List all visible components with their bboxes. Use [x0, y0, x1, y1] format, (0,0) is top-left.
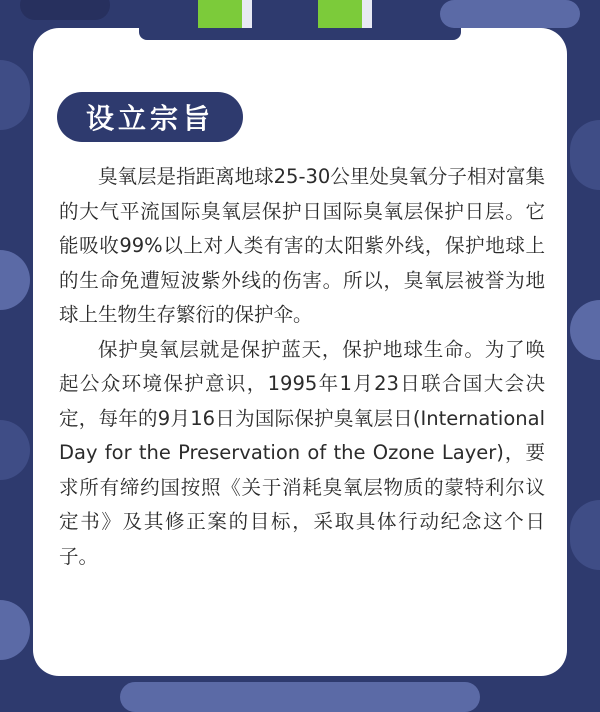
body-text — [59, 160, 545, 574]
heading-badge — [57, 92, 243, 142]
bg-pill-right-2 — [570, 120, 600, 190]
card-top-bar — [139, 28, 461, 40]
bg-pill-right-4 — [570, 500, 600, 570]
bg-pill-left-2 — [0, 250, 30, 310]
bg-pill-top-left — [20, 0, 110, 20]
bg-pill-right-3 — [570, 300, 600, 360]
bg-pill-left-4 — [0, 600, 30, 660]
bg-pill-left-3 — [0, 420, 30, 480]
paragraph-1: 臭氧层是指距离地球25-30公里处臭氧分子相对富集的大气平流国际臭氧层保护日国际臭氧层保护日层。它能吸收99%以上对人类有害的太阳紫外线，保护地球上的生命免遭短波紫外线的伤害。所以，臭氧层被誉为地球上生物生存繁衍的保护伞。 — [59, 165, 545, 326]
section-heading: 设立宗旨 — [85, 102, 214, 135]
bg-pill-left-1 — [0, 60, 30, 130]
content-card — [33, 28, 567, 676]
bg-pill-right-1 — [440, 0, 580, 28]
bg-pill-bottom — [120, 682, 480, 712]
paragraph-2: 保护臭氧层就是保护蓝天，保护地球生命。为了唤起公众环境保护意识，1995年1月23日联合国大会决定，每年的9月16日为国际保护臭氧层日(International Day for the Preservation of the Ozone Layer)，要求所有缔约国按照《关于消耗臭氧层物质的蒙特利尔议定书》及其修正案的目标，采取具体行动纪念这个日子。 — [59, 337, 545, 568]
